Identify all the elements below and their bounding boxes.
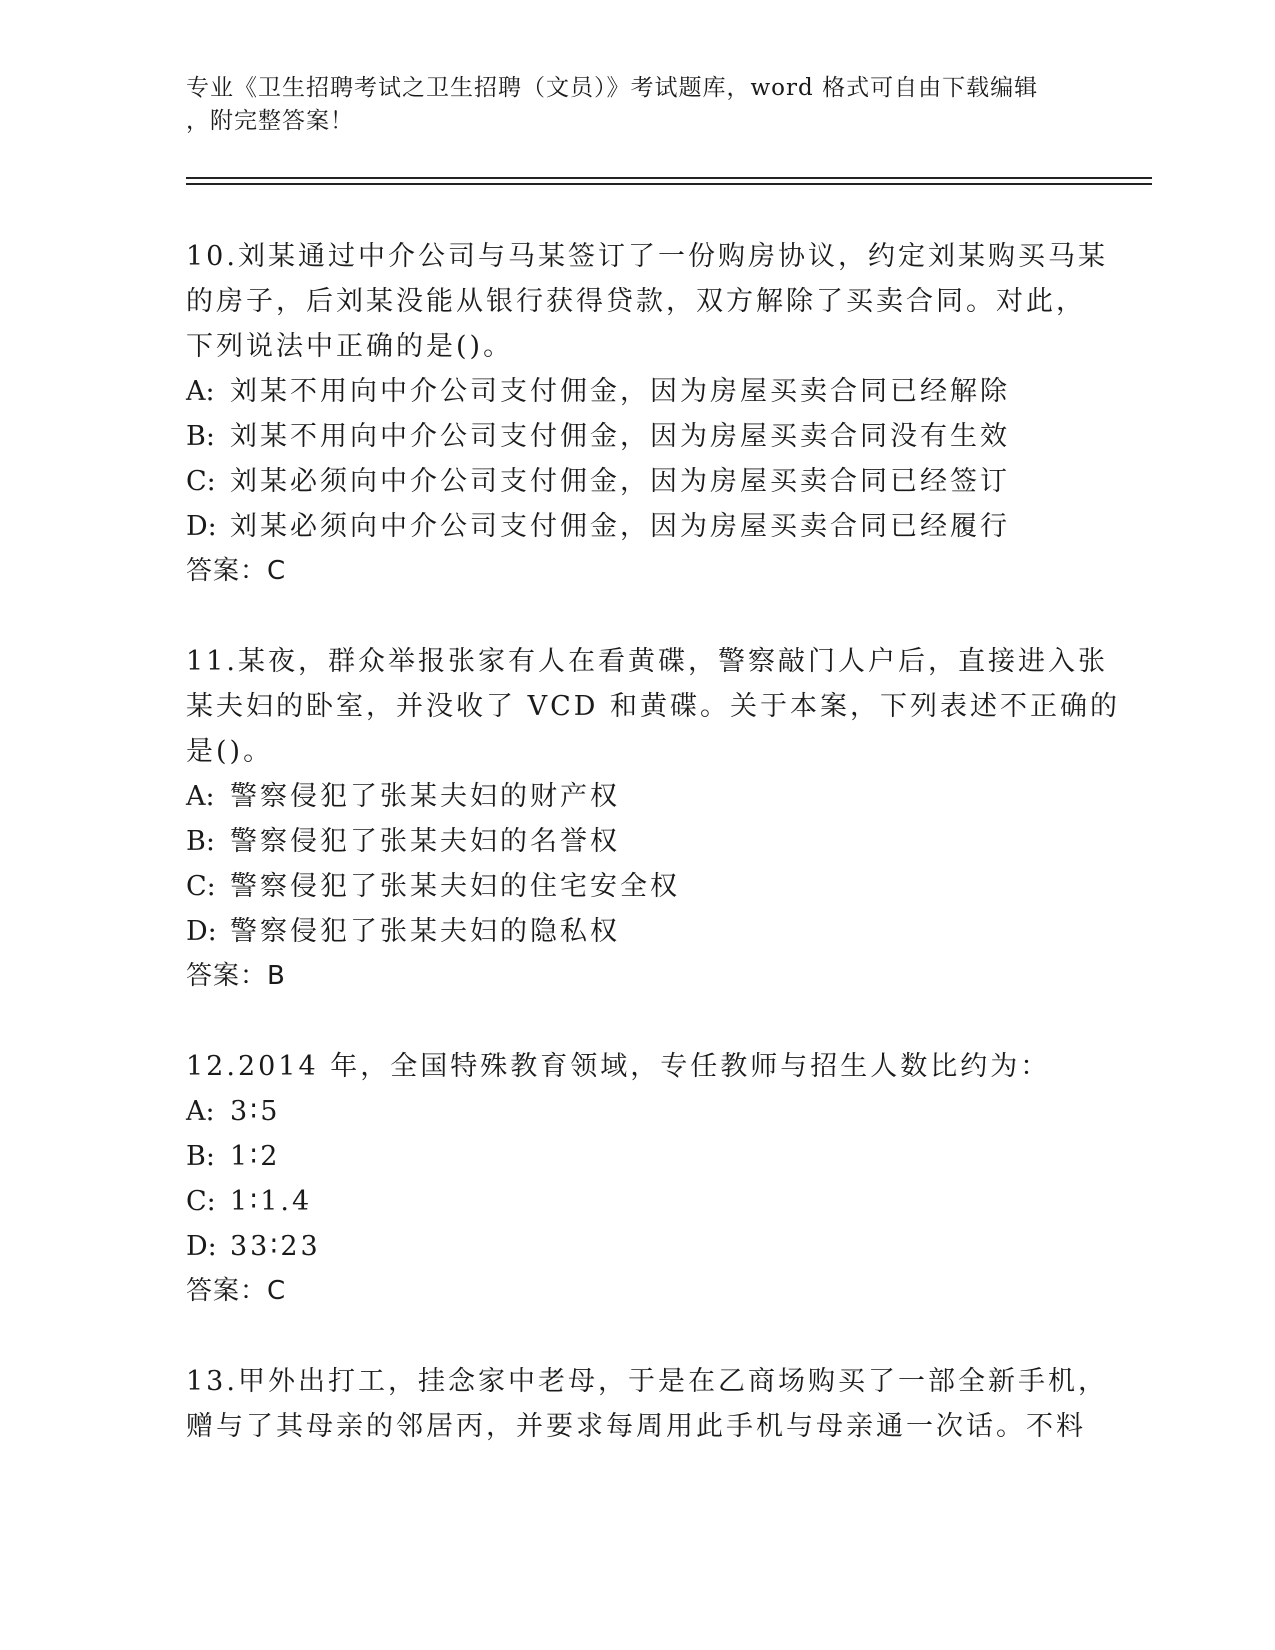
- question-11: [186, 639, 1120, 999]
- option-text: 33∶23: [230, 1231, 321, 1262]
- option-text: 1∶1.4: [230, 1186, 313, 1217]
- option-text: 刘某必须向中介公司支付佣金，因为房屋买卖合同已经履行: [230, 511, 1010, 542]
- question-10: [186, 234, 1108, 594]
- option-text: 3∶5: [230, 1096, 281, 1127]
- document-header: [186, 72, 1086, 138]
- option-a: [186, 1089, 1086, 1134]
- option-a: [186, 774, 1086, 819]
- option-text: 警察侵犯了张某夫妇的财产权: [230, 781, 620, 812]
- question-stem-line: 是()。: [186, 736, 274, 767]
- option-text: 刘某必须向中介公司支付佣金，因为房屋买卖合同已经签订: [230, 466, 1010, 497]
- question-13: [186, 1359, 1108, 1449]
- question-stem-line: 的房子，后刘某没能从银行获得贷款，双方解除了买卖合同。对此，: [186, 286, 1086, 317]
- question-stem-line: 11.某夜，群众举报张家有人在看黄碟，警察敲门人户后，直接进入张: [186, 646, 1108, 677]
- option-key: C:: [186, 871, 216, 902]
- question-stem-line: 下列说法中正确的是()。: [186, 331, 514, 362]
- option-key: B:: [186, 1141, 215, 1172]
- answer-line: 答案：B: [186, 961, 286, 991]
- option-c: [186, 459, 1086, 504]
- option-key: D:: [186, 916, 217, 947]
- question-stem-line: 某夫妇的卧室，并没收了 VCD 和黄碟。关于本案，下列表述不正确的: [186, 691, 1120, 722]
- option-key: A:: [186, 1096, 215, 1127]
- option-b: [186, 819, 1086, 864]
- option-key: B:: [186, 421, 215, 452]
- option-key: C:: [186, 466, 216, 497]
- question-stem-line: 赠与了其母亲的邻居丙，并要求每周用此手机与母亲通一次话。不料: [186, 1411, 1086, 1442]
- option-text: 警察侵犯了张某夫妇的名誉权: [230, 826, 620, 857]
- question-12: [186, 1044, 1086, 1314]
- option-a: [186, 369, 1086, 414]
- option-c: [186, 1179, 1086, 1224]
- option-key: A:: [186, 376, 215, 407]
- option-b: [186, 414, 1086, 459]
- header-divider: [186, 183, 1152, 185]
- option-text: 警察侵犯了张某夫妇的住宅安全权: [230, 871, 680, 902]
- answer-line: 答案：C: [186, 556, 287, 586]
- option-text: 刘某不用向中介公司支付佣金，因为房屋买卖合同已经解除: [230, 376, 1010, 407]
- answer-line: 答案：C: [186, 1276, 287, 1306]
- option-key: C:: [186, 1186, 216, 1217]
- question-list: [186, 234, 1120, 1494]
- option-key: B:: [186, 826, 215, 857]
- option-key: A:: [186, 781, 215, 812]
- option-d: [186, 909, 1086, 954]
- option-d: [186, 1224, 1086, 1269]
- option-key: D:: [186, 511, 217, 542]
- header-line: ，附完整答案！: [186, 108, 354, 134]
- option-d: [186, 504, 1086, 549]
- option-c: [186, 864, 1086, 909]
- option-text: 刘某不用向中介公司支付佣金，因为房屋买卖合同没有生效: [230, 421, 1010, 452]
- option-b: [186, 1134, 1086, 1179]
- question-stem-line: 13.甲外出打工，挂念家中老母，于是在乙商场购买了一部全新手机，: [186, 1366, 1108, 1397]
- option-text: 1∶2: [230, 1141, 281, 1172]
- header-divider: [186, 177, 1152, 179]
- option-key: D:: [186, 1231, 217, 1262]
- option-text: 警察侵犯了张某夫妇的隐私权: [230, 916, 620, 947]
- question-stem-line: 10.刘某通过中介公司与马某签订了一份购房协议，约定刘某购买马某: [186, 241, 1108, 272]
- question-stem-line: 12.2014 年，全国特殊教育领域，专任教师与招生人数比约为：: [186, 1051, 1051, 1082]
- header-line: 专业《卫生招聘考试之卫生招聘（文员）》考试题库，word 格式可自由下载编辑: [186, 75, 1039, 101]
